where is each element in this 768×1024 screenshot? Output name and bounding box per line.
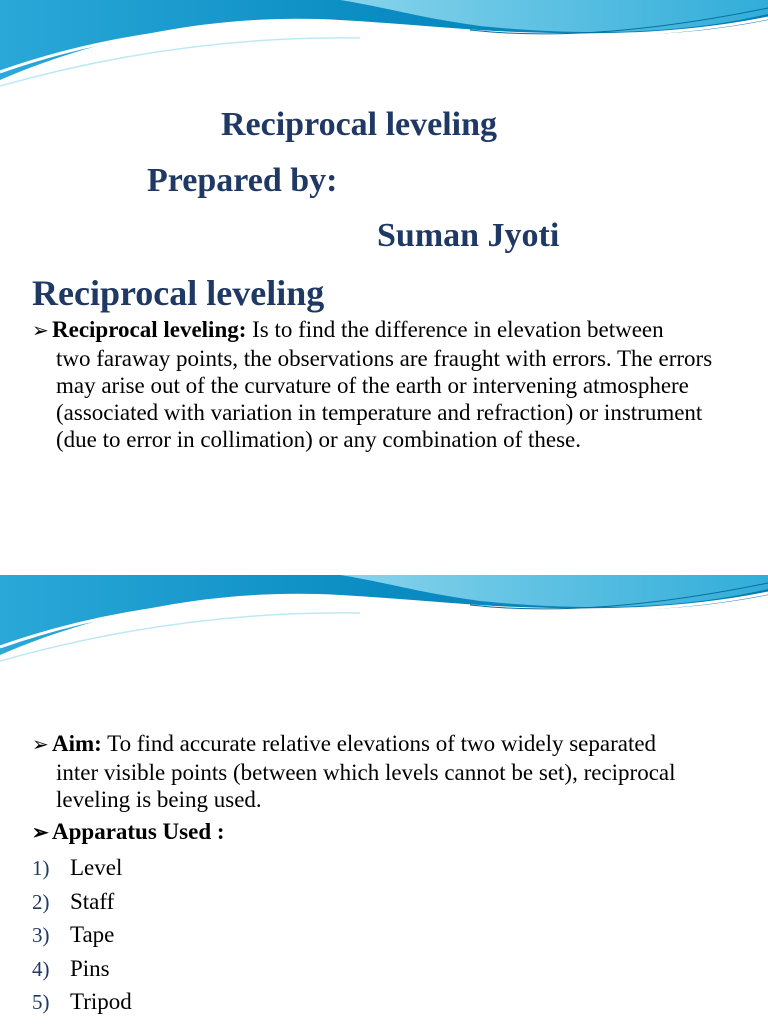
- arrow-bullet-icon: ➢: [32, 734, 49, 756]
- aim-continuation: inter visible points (between which levels cannot be set), reciprocal leveling is being used.: [56, 760, 676, 812]
- list-item: 5) Tripod: [32, 989, 132, 1014]
- apparatus-heading-text: Apparatus Used :: [52, 819, 225, 844]
- apparatus-list: [32, 851, 132, 1019]
- apparatus-heading: [32, 818, 747, 847]
- definition-bullet: [32, 316, 747, 453]
- aim-bullet: [32, 730, 747, 813]
- definition-text: Is to find the difference in elevation between: [246, 317, 664, 342]
- wave-header-decoration: [0, 575, 768, 670]
- list-item: 1) Level: [32, 855, 123, 880]
- title-line-2: Prepared by:: [147, 162, 338, 199]
- arrow-bullet-icon: ➢: [32, 822, 49, 844]
- arrow-bullet-icon: ➢: [32, 320, 49, 342]
- definition-lead: Reciprocal leveling:: [52, 317, 247, 342]
- title-line-1: Reciprocal leveling: [221, 106, 498, 143]
- list-item: 3) Tape: [32, 922, 115, 947]
- list-item: 2) Staff: [32, 888, 115, 914]
- aim-lead: Aim:: [52, 731, 102, 756]
- wave-header-decoration: [0, 0, 768, 95]
- list-item: 4) Pins: [32, 955, 110, 981]
- slide-2: [0, 575, 768, 1024]
- author-name: Suman Jyoti: [377, 217, 560, 254]
- definition-continuation: two faraway points, the observations are fraught with errors. The errors may arise out of the curvature of the earth or intervening atmosphere (associated with variation in temperature and refraction) or instrument (due to error in collimation) or any combination of these.: [56, 346, 713, 452]
- aim-text: To find accurate relative elevations of two widely separated: [101, 731, 657, 756]
- section-heading: Reciprocal leveling: [32, 273, 325, 313]
